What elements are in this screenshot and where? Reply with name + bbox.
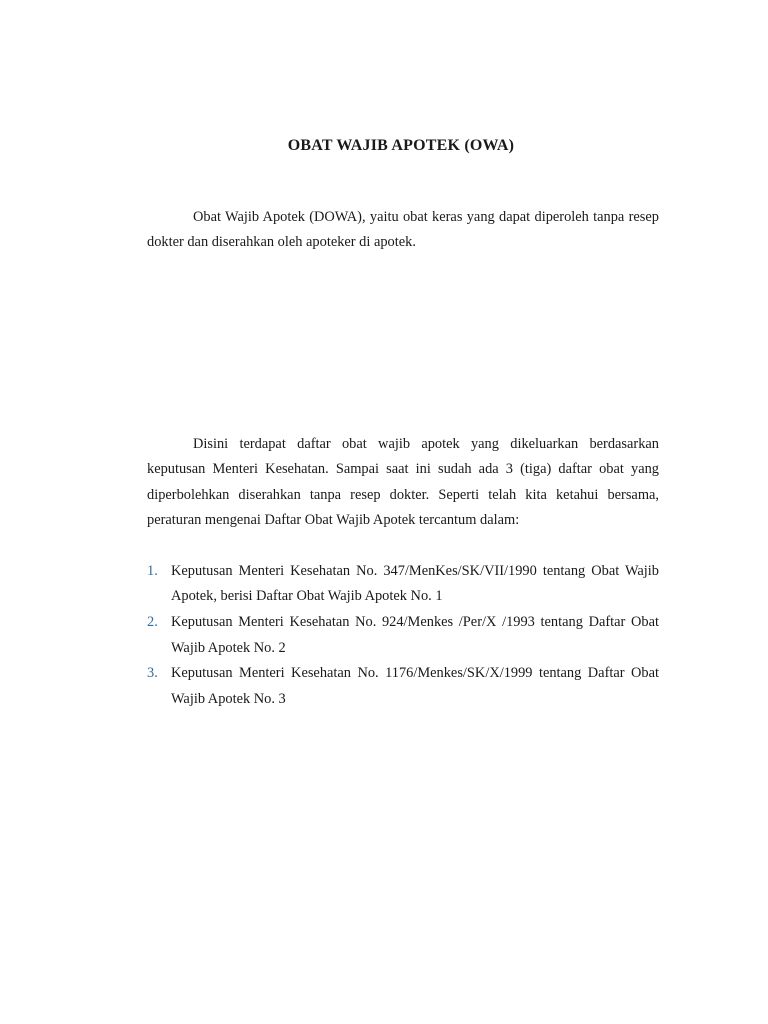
- document-title: OBAT WAJIB APOTEK (OWA): [287, 137, 515, 154]
- body-paragraph: Disini terdapat daftar obat wajib apotek yang dikeluarkan berdasarkan keputusan Menteri Kesehatan. Sampai saat ini sudah ada 3 (tiga) daftar obat yang diperbolehkan diserahkan tanpa resep dokter. Seperti telah kita ketahui bersama, peraturan mengenai Daftar Obat Wajib Apotek tercantum dalam:: [147, 436, 659, 529]
- intro-paragraph: Obat Wajib Apotek (DOWA), yaitu obat keras yang dapat diperoleh tanpa resep dokter dan diserahkan oleh apoteker di apotek.: [147, 209, 659, 251]
- regulation-list: [147, 559, 659, 712]
- list-item-number: 2.: [147, 614, 158, 631]
- list-item-number: 3.: [147, 665, 158, 682]
- list-item: [147, 661, 659, 712]
- list-item-text: Keputusan Menteri Kesehatan No. 347/MenKes/SK/VII/1990 tentang Obat Wajib Apotek, berisi Daftar Obat Wajib Apotek No. 1: [171, 563, 659, 605]
- list-item: [147, 559, 659, 610]
- list-item-text: Keputusan Menteri Kesehatan No. 924/Menkes /Per/X /1993 tentang Daftar Obat Wajib Apotek No. 2: [171, 614, 659, 656]
- list-item: [147, 610, 659, 661]
- list-item-text: Keputusan Menteri Kesehatan No. 1176/Menkes/SK/X/1999 tentang Daftar Obat Wajib Apotek No. 3: [171, 665, 659, 707]
- list-item-number: 1.: [147, 563, 158, 579]
